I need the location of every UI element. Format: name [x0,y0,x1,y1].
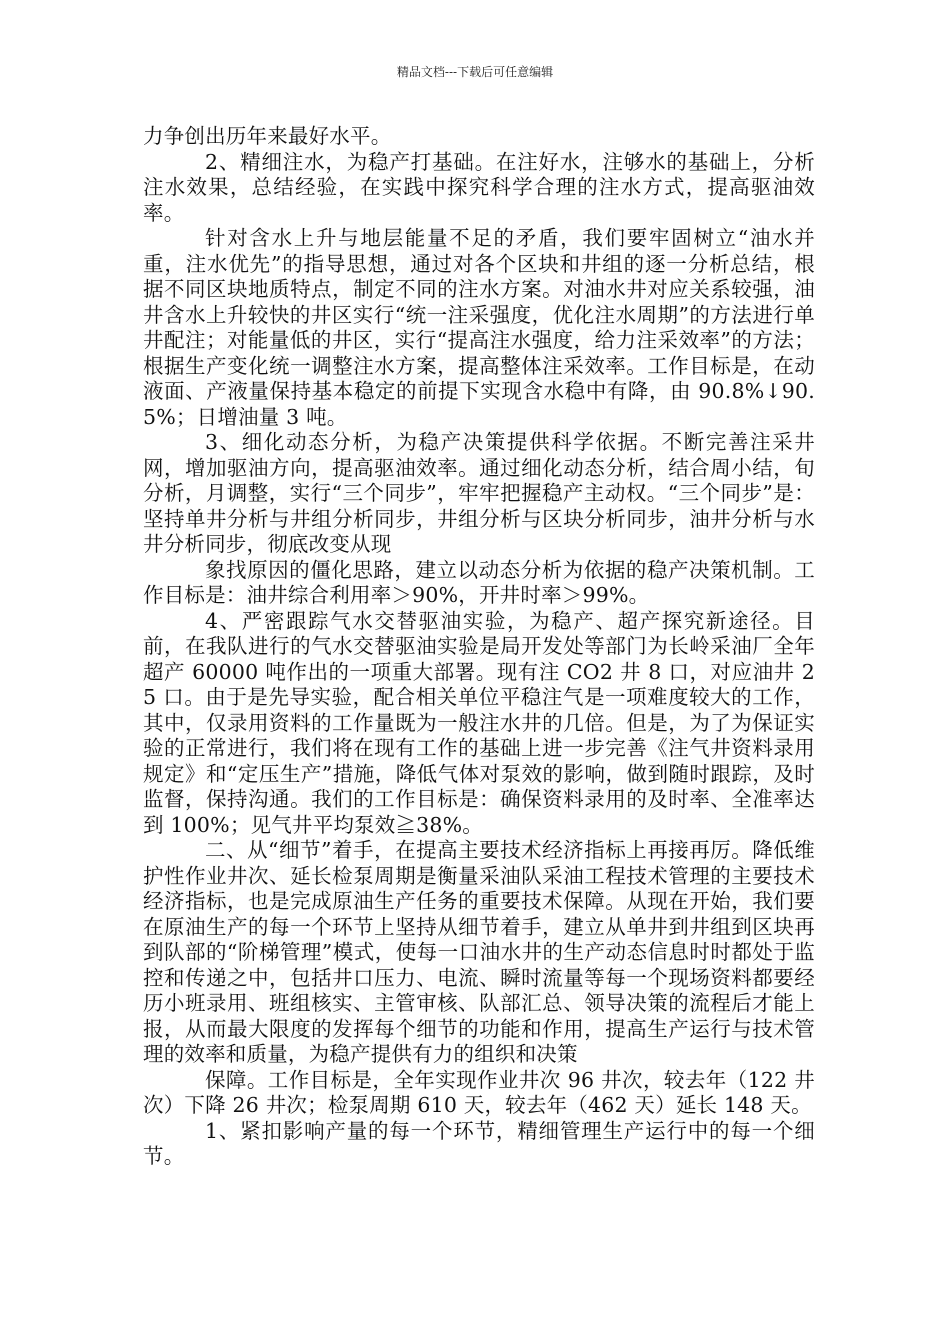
page-header: 精品文档---下载后可任意编辑 [396,65,554,79]
paragraph-decision-mechanism: 象找原因的僵化思路，建立以动态分析为依据的稳产决策机制。工作目标是：油井综合利用率＞90%，开井时率＞99%。 [143,557,815,607]
paragraph-water-injection: 2、精细注水，为稳产打基础。在注好水，注够水的基础上，分析注水效果，总结经验，在实践中探究科学合理的注水方式，提高驱油效率。 [143,149,815,225]
paragraph-work-targets: 保障。工作目标是，全年实现作业井次 96 井次，较去年（122 井次）下降 26 井次；检泵周期 610 天，较去年（462 天）延长 148 天。 [143,1067,815,1117]
paragraph-injection-plan: 针对含水上升与地层能量不足的矛盾，我们要牢固树立“油水并重，注水优先”的指导思想，通过对各个区块和井组的逐一分析总结，根据不同区块地质特点，制定不同的注水方案。对油水井对应关系较强，油井含水上升较快的井区实行“统一注采强度，优化注水周期”的方法进行单井配注；对能量低的井区，实行“提高注水强度，给力注采效率”的方法；根据生产变化统一调整注水方案，提高整体注采效率。工作目标是，在动液面、产液量保持基本稳定的前提下实现含水稳中有降，由 90.8%↓90.5%；日增油量 3 吨。 [143,226,815,429]
paragraph-details-section: 二、从“细节”着手，在提高主要技术经济指标上再接再厉。降低维护性作业井次、延长检泵周期是衡量采油队采油工程技术管理的主要技术经济指标，也是完成原油生产任务的重要技术保障。从现在开始，我们要在原油生产的每一个环节上坚持从细节着手，建立从单井到井组到区块再到队部的“阶梯管理”模式，使每一口油水井的生产动态信息时时都处于监控和传递之中，包括井口压力、电流、瞬时流量等每一个现场资料都要经历小班录用、班组核实、主管审核、队部汇总、领导决策的流程后才能上报，从而最大限度的发挥每个细节的功能和作用，提高生产运行与技术管理的效率和质量，为稳产提供有力的组织和决策 [143,838,815,1066]
paragraph-gas-water-experiment: 4、严密跟踪气水交替驱油实验，为稳产、超产探究新途径。目前，在我队进行的气水交替驱油实验是局开发处等部门为长岭采油厂全年超产 60000 吨作出的一项重大部署。现有注 CO2 井 8 口，对应油井 25 口。由于是先导实验，配合相关单位平稳注气是一项难度较大的工作，其中，仅录用资料的工作量既为一般注水井的几倍。但是，为了为保证实验的正常进行，我们将在现有工作的基础上进一步完善《注气井资料录用规定》和“定压生产”措施，降低气体对泵效的影响，做到随时跟踪，及时监督，保持沟通。我们的工作目标是：确保资料录用的及时率、全准率达到 100%；见气井平均泵效≧38%。 [143,608,815,837]
paragraph-continuation: 力争创出历年来最好水平。 [143,124,392,148]
paragraph-dynamic-analysis: 3、细化动态分析，为稳产决策提供科学依据。不断完善注采井网，增加驱油方向，提高驱油效率。通过细化动态分析，结合周小结，旬分析，月调整，实行“三个同步”，牢牢把握稳产主动权。“三个同步”是：坚持单井分析与井组分析同步，井组分析与区块分析同步，油井分析与水井分析同步，彻底改变从现 [143,430,815,556]
document-body [143,124,815,1170]
paragraph-production-links: 1、紧扣影响产量的每一个环节，精细管理生产运行中的每一个细节。 [143,1118,815,1168]
